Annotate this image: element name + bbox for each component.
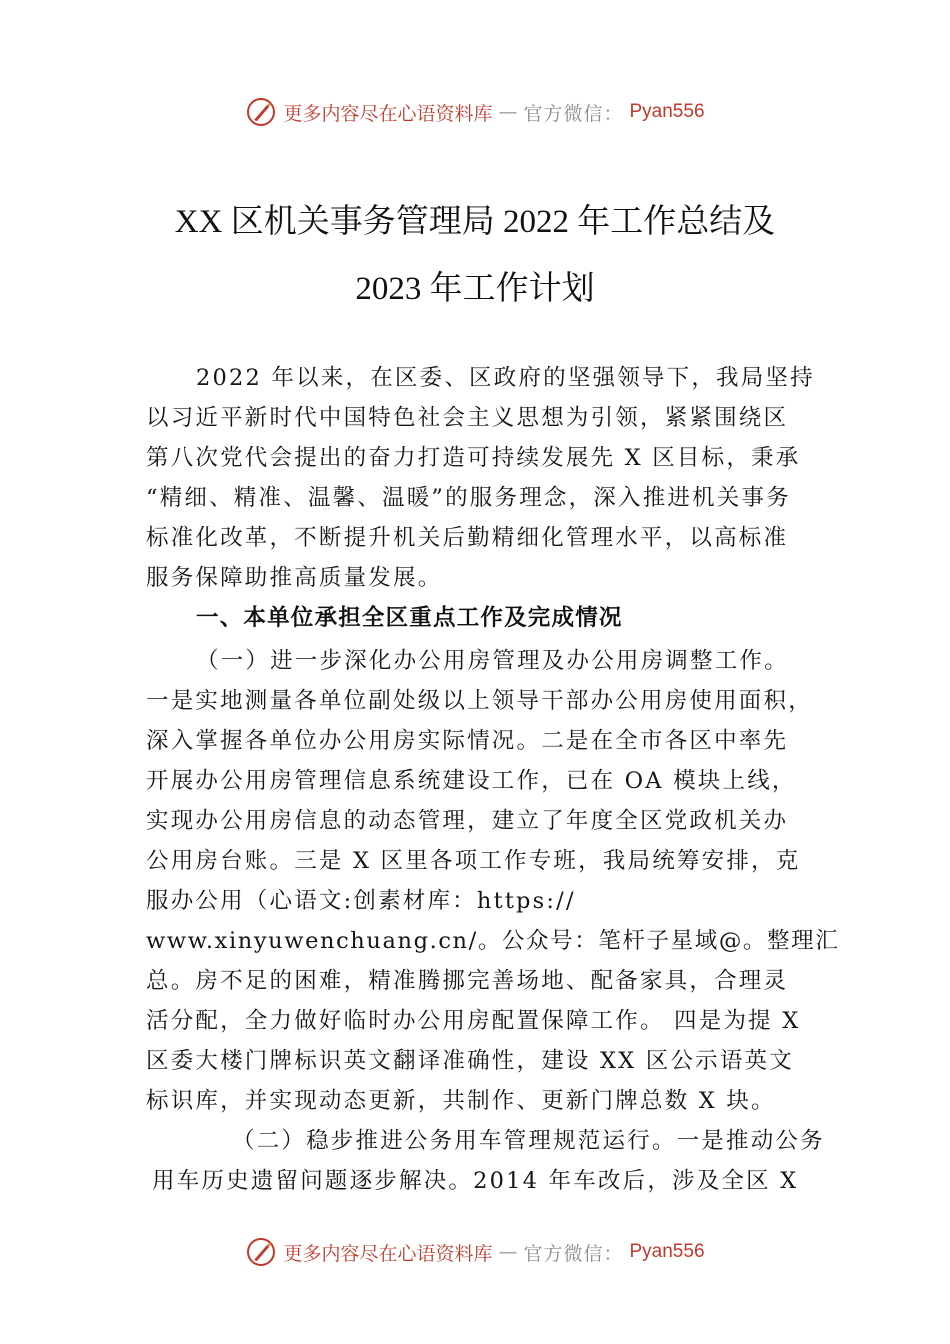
section1-line: www.xinyuwenchuang.cn/。公众号：笔杆子星域@。整理汇 bbox=[146, 928, 840, 954]
watermark-id: Pyan556 bbox=[629, 101, 705, 122]
section1-line: 总。房不足的困难，精准腾挪完善场地、配备家具，合理灵 bbox=[146, 968, 789, 994]
section1-line: 活分配，全力做好临时办公用房配置保障工作。 四是为提 X bbox=[146, 1008, 801, 1034]
header-watermark bbox=[0, 96, 950, 128]
document-title-line-2: 2023 年工作计划 bbox=[355, 271, 595, 307]
section2-line: （二）稳步推进公务用车管理规范运行。一是推动公务 bbox=[232, 1128, 825, 1154]
watermark-label: 官方微信： bbox=[523, 102, 624, 125]
document-title-line-1: XX 区机关事务管理局 2022 年工作总结及 bbox=[174, 204, 776, 240]
section1-line: 公用房台账。三是 X 区里各项工作专班，我局统筹安排，克 bbox=[146, 848, 801, 874]
watermark-separator: — bbox=[498, 1241, 518, 1263]
section1-line: 标识库，并实现动态更新，共制作、更新门牌总数 X 块。 bbox=[146, 1088, 776, 1114]
section2-line: 用车历史遗留问题逐步解决。2014 年车改后，涉及全区 X bbox=[152, 1168, 799, 1194]
section1-line: （一）进一步深化办公用房管理及办公用房调整工作。 bbox=[196, 648, 789, 674]
watermark-text: 更多内容尽在心语资料库 bbox=[283, 102, 493, 125]
watermark-text: 更多内容尽在心语资料库 bbox=[283, 1242, 493, 1265]
section1-line: 深入掌握各单位办公用房实际情况。二是在全市各区中率先 bbox=[146, 728, 789, 754]
footer-watermark bbox=[0, 1236, 950, 1268]
section1-line: 区委大楼门牌标识英文翻译准确性，建设 XX 区公示语英文 bbox=[146, 1048, 794, 1074]
intro-line: 服务保障助推高质量发展。 bbox=[146, 565, 443, 591]
section-heading: 一、本单位承担全区重点工作及完成情况 bbox=[196, 605, 623, 631]
intro-line: 标准化改革，不断提升机关后勤精细化管理水平，以高标准 bbox=[146, 525, 789, 551]
section1-line: 开展办公用房管理信息系统建设工作，已在 OA 模块上线， bbox=[146, 768, 797, 794]
section1-line: 服办公用（心语文:创素材库：https:// bbox=[146, 888, 576, 914]
intro-line: “精细、精准、温馨、温暖”的服务理念，深入推进机关事务 bbox=[146, 485, 791, 511]
section1-line: 实现办公用房信息的动态管理，建立了年度全区党政机关办 bbox=[146, 808, 789, 834]
intro-line: 2022 年以来，在区委、区政府的坚强领导下，我局坚持 bbox=[196, 365, 815, 391]
watermark-separator: — bbox=[498, 101, 518, 123]
feather-pen-logo-icon bbox=[245, 96, 277, 128]
feather-pen-logo-icon bbox=[245, 1236, 277, 1268]
intro-line: 以习近平新时代中国特色社会主义思想为引领，紧紧围绕区 bbox=[146, 405, 789, 431]
section1-line: 一是实地测量各单位副处级以上领导干部办公用房使用面积， bbox=[146, 688, 813, 714]
intro-line: 第八次党代会提出的奋力打造可持续发展先 X 区目标，秉承 bbox=[146, 445, 801, 471]
watermark-id: Pyan556 bbox=[629, 1241, 705, 1262]
watermark-label: 官方微信： bbox=[523, 1242, 624, 1265]
